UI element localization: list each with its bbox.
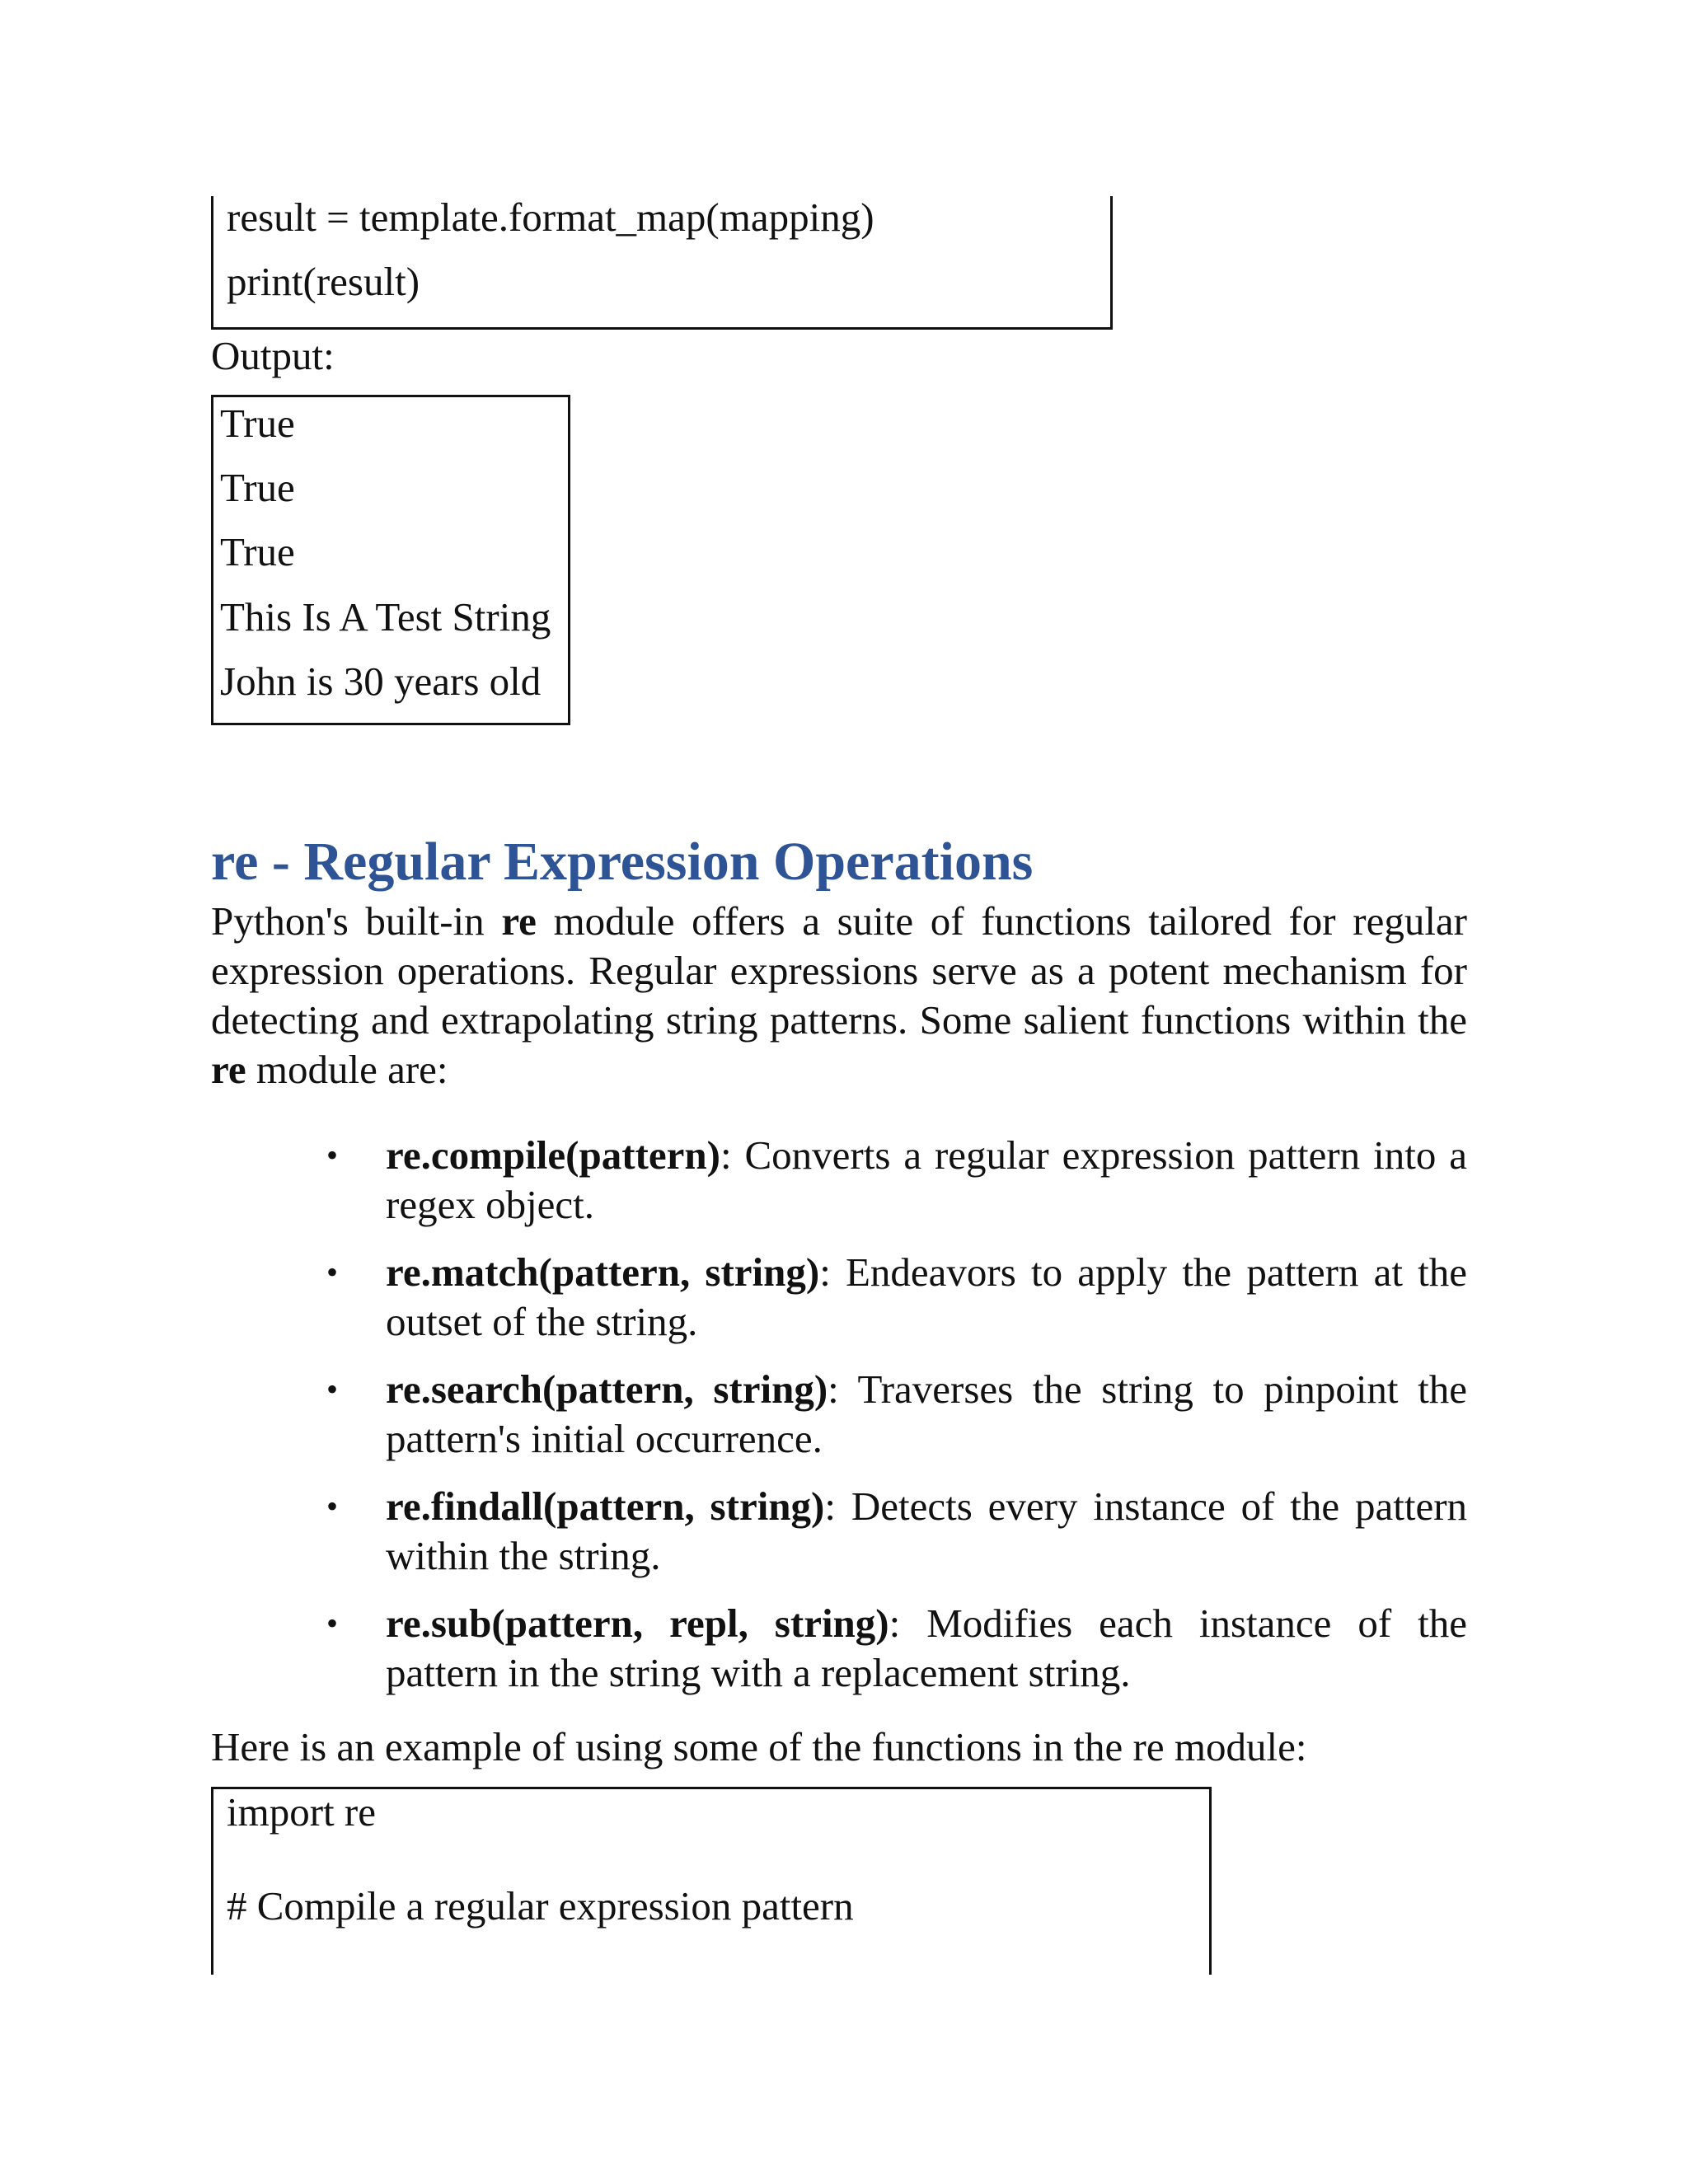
function-description: : Detects every instance of the pattern within the string. [386,1483,1468,1578]
bullet-marker: • [326,1137,339,1174]
output-line: True [220,401,295,446]
code-block-bottom [211,1787,1212,1975]
section-heading: re - Regular Expression Operations [211,832,1034,892]
code-line: result = template.format_map(mapping) [227,194,874,240]
code-line: # Compile a regular expression pattern [227,1883,854,1929]
function-term: re.match(pattern, string) [386,1249,820,1295]
list-item [211,1599,1467,1698]
list-item [211,1131,1467,1230]
list-item [211,1482,1467,1581]
intro-text: Python's built-in [211,898,502,944]
bullet-marker: • [326,1371,339,1408]
intro-text: module are: [246,1047,448,1092]
intro-text: module offers a suite of functions tailored for regular expression operations. Regular expressions serve as a potent mechanism for detecting and extrapolating string patterns. Some salient functions within the [211,898,1467,1043]
intro-paragraph [211,897,1467,1094]
module-name: re [211,1047,246,1092]
output-line: True [220,529,295,574]
function-term: re.sub(pattern, repl, string) [386,1601,889,1646]
output-label: Output: [211,333,335,378]
code-block-top [211,196,1113,330]
bullet-marker: • [326,1605,339,1642]
example-intro: Here is an example of using some of the functions in the re module: [211,1724,1307,1769]
bullet-marker: • [326,1488,339,1525]
function-term: re.compile(pattern) [386,1132,720,1178]
module-name: re [501,898,537,944]
list-item [211,1365,1467,1464]
bullet-marker: • [326,1254,339,1291]
output-block [211,395,570,725]
output-line: John is 30 years old [220,658,542,704]
function-description: : Endeavors to apply the pattern at the outset of the string. [386,1249,1467,1344]
function-description: : Traverses the string to pinpoint the pattern's initial occurrence. [386,1366,1468,1461]
output-line: This Is A Test String [220,594,551,640]
function-description: : Modifies each instance of the pattern in the string with a replacement string. [386,1601,1467,1695]
function-term: re.search(pattern, string) [386,1366,828,1412]
code-line: print(result) [227,259,420,304]
function-term: re.findall(pattern, string) [386,1483,825,1529]
output-line: True [220,465,295,510]
code-line: import re [227,1789,376,1835]
function-list [211,1131,1467,1716]
function-description: : Converts a regular expression pattern into a regex object. [386,1132,1467,1227]
list-item [211,1248,1467,1347]
